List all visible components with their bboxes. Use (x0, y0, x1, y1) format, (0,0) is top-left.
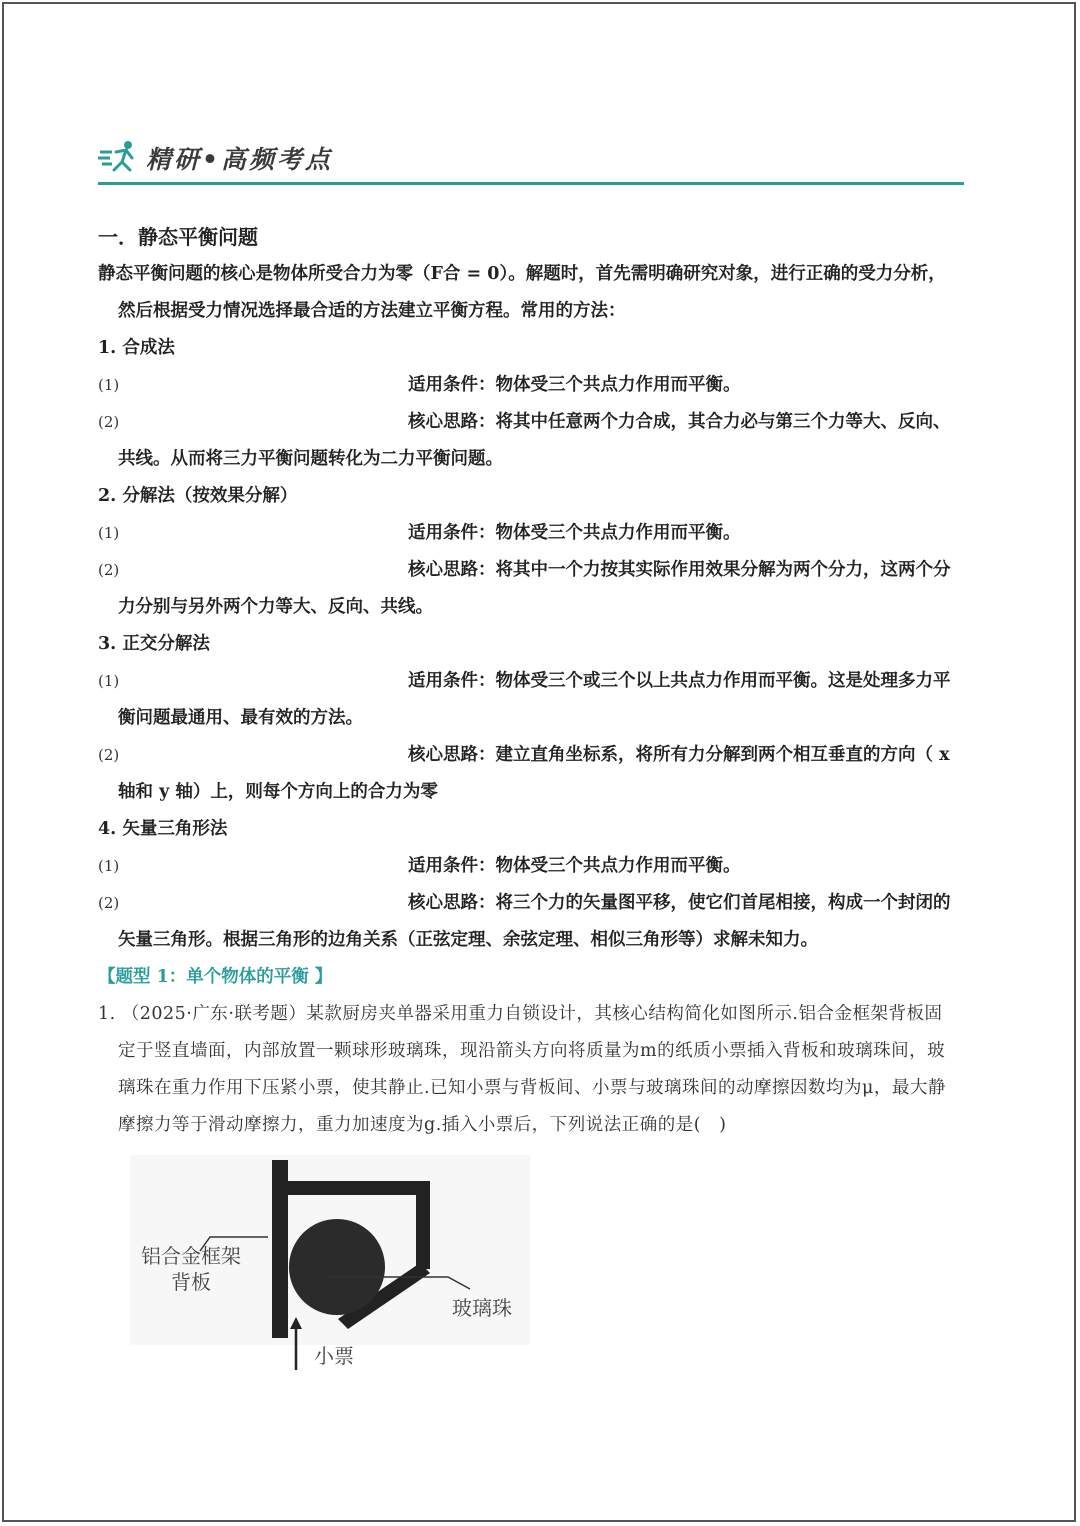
figure-label-frame (132, 1243, 250, 1295)
method-item (98, 848, 988, 885)
method-item (98, 663, 988, 700)
item-number: (1) (98, 524, 120, 542)
method-item (98, 552, 988, 589)
intro-line-1: 静态平衡问题的核心是物体所受合力为零（F合 = 0）。解题时，首先需明确研究对象，进行正确的受力分析， (98, 264, 946, 284)
figure-label-frame-line2: 背板 (171, 1270, 211, 1294)
intro-line-2: 然后根据受力情况选择最合适的方法建立平衡方程。常用的方法： (118, 301, 626, 321)
question-line: 摩擦力等于滑动摩擦力，重力加速度为g.插入小票后，下列说法正确的是( ) (118, 1115, 727, 1135)
item-number: (2) (98, 894, 120, 912)
item-continuation: 力分别与另外两个力等大、反向、共线。 (118, 597, 433, 617)
figure-label-ticket: 小票 (314, 1344, 354, 1368)
item-text: 核心思路：将三个力的矢量图平移，使它们首尾相接，构成一个封闭的 (408, 893, 951, 913)
figure-label-frame-line1: 铝合金框架 (141, 1244, 241, 1268)
method-item (98, 404, 988, 441)
question-line: 璃珠在重力作用下压紧小票，使其静止.已知小票与背板间、小票与玻璃珠间的动摩擦因数均为μ，最大静 (118, 1078, 946, 1098)
item-number: (2) (98, 561, 120, 579)
section-header (98, 138, 964, 188)
question-line: 定于竖直墙面，内部放置一颗球形玻璃珠，现沿箭头方向将质量为m的纸质小票插入背板和玻璃珠间，玻 (118, 1041, 946, 1061)
item-text: 核心思路：将其中一个力按其实际作用效果分解为两个分力，这两个分 (408, 560, 951, 580)
item-text: 核心思路：建立直角坐标系，将所有力分解到两个相互垂直的方向（ x (408, 745, 950, 765)
header-title: 精研•高频考点 (146, 145, 333, 174)
main-content (98, 218, 988, 1144)
item-number: (1) (98, 376, 120, 394)
item-continuation: 轴和 y 轴）上，则每个方向上的合力为零 (118, 782, 438, 802)
method-item (98, 885, 988, 922)
method-item (98, 737, 988, 774)
item-number: (1) (98, 857, 120, 875)
question-line: 1. （2025·广东·联考题）某款厨房夹单器采用重力自锁设计，其核心结构简化如图所示.铝合金框架背板固 (98, 1004, 943, 1024)
method-item (98, 515, 988, 552)
section-heading: 一．静态平衡问题 (98, 225, 258, 249)
method-title: 3. 正交分解法 (98, 634, 210, 654)
item-continuation: 矢量三角形。根据三角形的边角关系（正弦定理、余弦定理、相似三角形等）求解未知力。 (118, 930, 818, 950)
item-continuation: 共线。从而将三力平衡问题转化为二力平衡问题。 (118, 449, 503, 469)
runner-icon (98, 138, 136, 176)
item-number: (1) (98, 672, 120, 690)
item-text: 适用条件：物体受三个共点力作用而平衡。 (408, 375, 741, 395)
item-number: (2) (98, 413, 120, 431)
item-text: 适用条件：物体受三个共点力作用而平衡。 (408, 856, 741, 876)
item-number: (2) (98, 746, 120, 764)
item-continuation: 衡问题最通用、最有效的方法。 (118, 708, 363, 728)
item-text: 适用条件：物体受三个或三个以上共点力作用而平衡。这是处理多力平 (408, 671, 951, 691)
method-title: 2. 分解法（按效果分解） (98, 486, 298, 506)
question-type-label: 【题型 1：单个物体的平衡 】 (98, 967, 333, 987)
method-title: 1. 合成法 (98, 338, 175, 358)
item-text: 适用条件：物体受三个共点力作用而平衡。 (408, 523, 741, 543)
item-text: 核心思路：将其中任意两个力合成，其合力必与第三个力等大、反向、 (408, 412, 951, 432)
figure-label-bead: 玻璃珠 (452, 1296, 512, 1320)
method-item (98, 367, 988, 404)
method-title: 4. 矢量三角形法 (98, 819, 228, 839)
question-figure (130, 1155, 530, 1385)
header-divider (98, 182, 964, 185)
